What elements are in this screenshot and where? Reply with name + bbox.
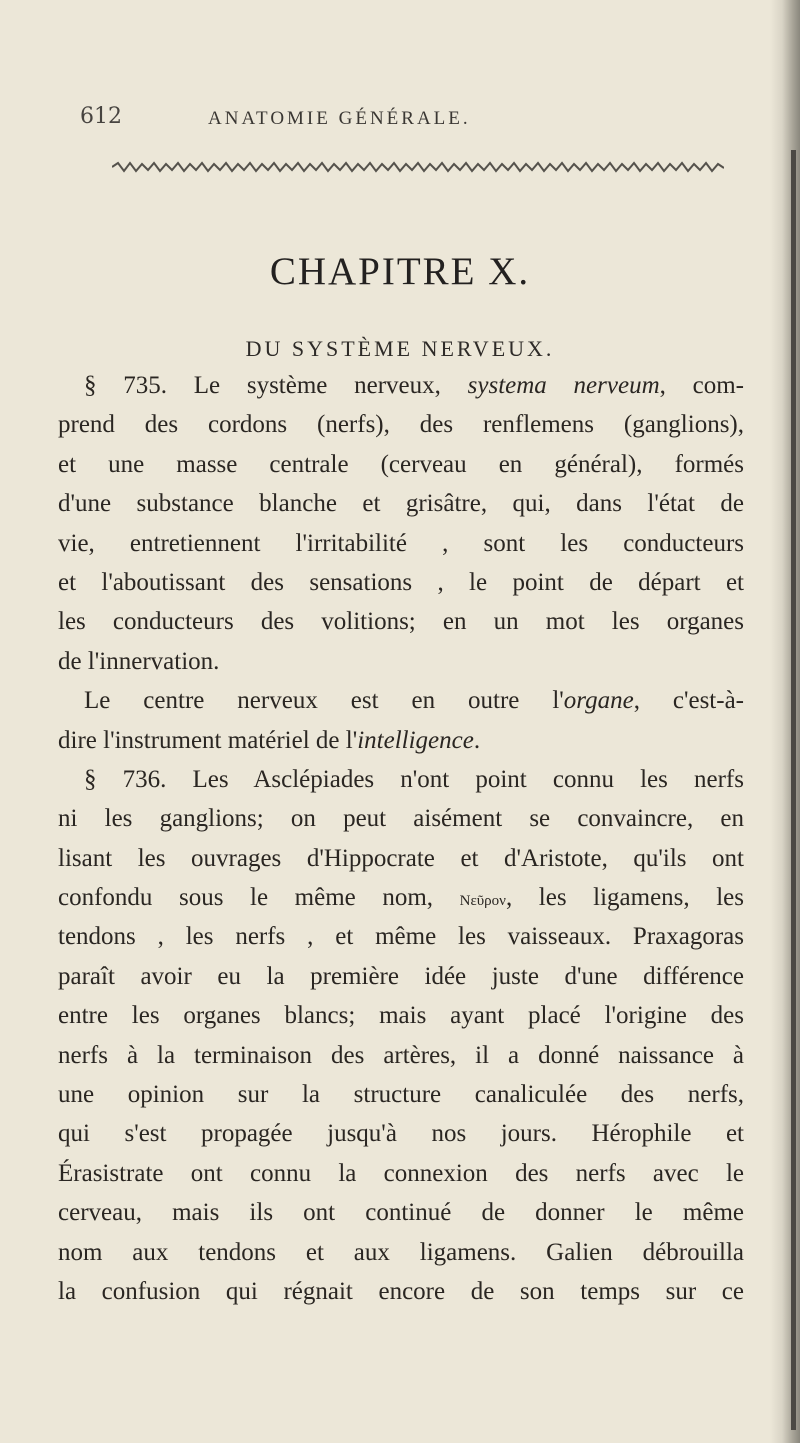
text-line: nerfs à la terminaison des artères, il a donné naissance à [58,1041,744,1069]
text-line: une opinion sur la structure canaliculée des nerfs, [58,1081,744,1109]
body-text [58,366,744,1311]
text-line: vie, entretiennent l'irritabilité , sont les conducteurs [58,529,744,557]
text-line: entre les organes blancs; mais ayant placé l'origine des [58,1002,744,1030]
text-line: de l'innervation. [58,647,220,675]
running-head [80,104,720,144]
text-line: paraît avoir eu la première idée juste d'une différence [58,962,744,990]
text-line: la confusion qui régnait encore de son temps sur ce [58,1277,744,1305]
greek-word: Νεῦρον [459,893,506,910]
text-line: prend des cordons (nerfs), des renflemens (ganglions), [58,411,744,439]
chapter-title: CHAPITRE X. [269,250,531,293]
text-line: et l'aboutissant des sensations , le point de départ et [58,568,744,596]
text-line: § 735. Le système nerveux, systema nerveum, com- [84,372,744,399]
text-line: cerveau, mais ils ont continué de donner le même [58,1199,744,1227]
text-line: et une masse centrale (cerveau en général), formés [58,450,744,478]
text-line: lisant les ouvrages d'Hippocrate et d'Aristote, qu'ils ont [58,844,744,872]
text-line: nom aux tendons et aux ligamens. Galien débrouilla [58,1238,744,1266]
running-title: ANATOMIE GÉNÉRALE. [208,108,471,129]
chapter-subtitle: DU SYSTÈME NERVEUX. [245,336,555,361]
text-line: § 736. Les Asclépiades n'ont point connu les nerfs [84,765,744,793]
text-line: Érasistrate ont connu la connexion des nerfs avec le [58,1159,744,1187]
text-line: tendons , les nerfs , et même les vaisseaux. Praxagoras [58,923,744,951]
text-line: ni les ganglions; on peut aisément se convaincre, en [58,805,744,833]
text-line: Le centre nerveux est en outre l'organe, c'est-à- [84,687,744,715]
text-line: les conducteurs des volitions; en un mot les organes [58,608,744,636]
text-line: dire l'instrument matériel de l'intelligence. [58,726,481,754]
decorative-rule [112,160,724,174]
text-line: qui s'est propagée jusqu'à nos jours. Hérophile et [58,1120,744,1148]
page-edge-shadow [770,0,800,1443]
page-number: 612 [80,104,122,129]
text-line: confondu sous le même nom, Νεῦρον, les ligamens, les [58,884,744,912]
text-line: d'une substance blanche et grisâtre, qui, dans l'état de [58,490,744,518]
